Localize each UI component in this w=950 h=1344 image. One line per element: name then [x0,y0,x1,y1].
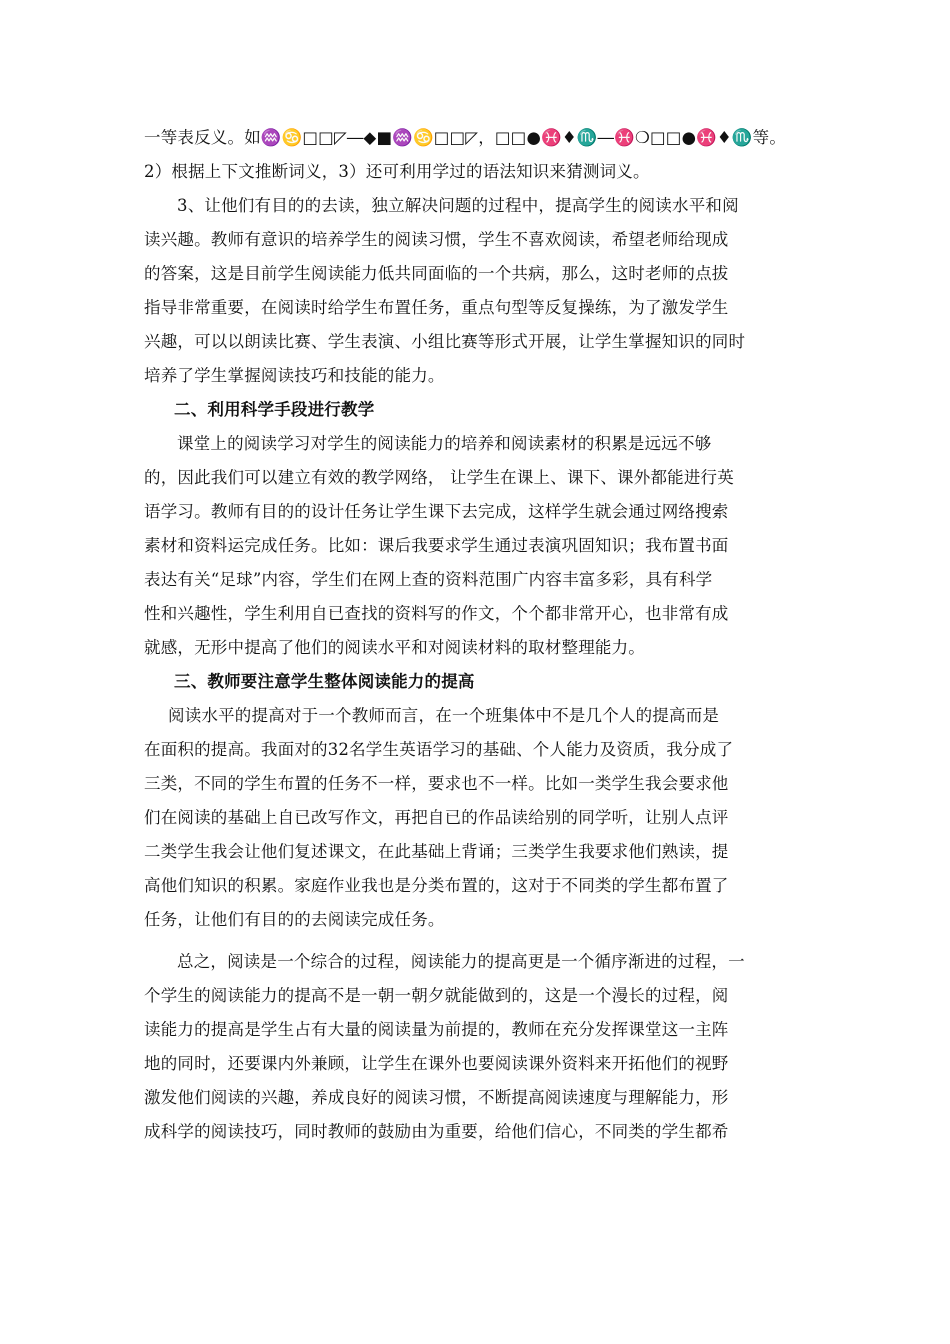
paragraph-spacer [144,937,812,945]
text-line: 成科学的阅读技巧，同时教师的鼓励由为重要，给他们信心，不同类的学生都希 [144,1122,729,1141]
text-line: 语学习。教师有目的的设计任务让学生课下去完成，这样学生就会通过网络搜索 [144,502,729,521]
text-line: 二类学生我会让他们复述课文，在此基础上背诵；三类学生我要求他们熟读，提 [144,842,729,861]
paragraph-conclusion [144,945,812,1149]
text-line: 们在阅读的基础上自已改写作文，再把自已的作品读给别的同学听，让别人点评 [144,808,729,827]
text-line: 的，因此我们可以建立有效的教学网络， 让学生在课上、课下、课外都能进行英 [144,468,734,487]
section-heading-2: 二、利用科学手段进行教学 [174,400,375,419]
text-line: 3、让他们有目的的去读，独立解决问题的过程中，提高学生的阅读水平和阅 [177,196,739,215]
text-line: 素材和资料运完成任务。比如：课后我要求学生通过表演巩固知识；我布置书面 [144,536,729,555]
section-heading-3: 三、教师要注意学生整体阅读能力的提高 [174,672,475,691]
text-line: 一等表反义。如♒♋□□◸―◆■♒♋□□◸，□□●♓♦♏―♓❍□□●♓♦♏等。 [144,128,787,147]
paragraph-overall-ability [144,699,812,937]
text-line: 任务，让他们有目的的去阅读完成任务。 [144,910,445,929]
text-line: 读能力的提高是学生占有大量的阅读量为前提的，教师在充分发挥课堂这一主阵 [144,1020,729,1039]
text-line: 地的同时，还要课内外兼顾，让学生在课外也要阅读课外资料来开拓他们的视野 [144,1054,729,1073]
text-line: 指导非常重要，在阅读时给学生布置任务，重点句型等反复操练，为了激发学生 [144,298,729,317]
text-line: 读兴趣。教师有意识的培养学生的阅读习惯，学生不喜欢阅读，希望老师给现成 [144,230,729,249]
text-line: 性和兴趣性，学生利用自已查找的资料写的作文，个个都非常开心，也非常有成 [144,604,729,623]
text-line: 表达有关“足球”内容，学生们在网上查的资料范围广内容丰富多彩，具有科学 [144,570,713,589]
text-line: 阅读水平的提高对于一个教师而言，在一个班集体中不是几个人的提高而是 [168,706,720,725]
paragraph-purposeful-reading [144,189,812,393]
text-line: 个学生的阅读能力的提高不是一朝一朝夕就能做到的，这是一个漫长的过程，阅 [144,986,729,1005]
text-line: 激发他们阅读的兴趣，养成良好的阅读习惯，不断提高阅读速度与理解能力，形 [144,1088,729,1107]
document-body [144,121,812,1149]
text-line: 兴趣，可以以朗读比赛、学生表演、小组比赛等形式开展，让学生掌握知识的同时 [144,332,746,351]
text-line: 在面积的提高。我面对的32名学生英语学习的基础、个人能力及资质，我分成了 [144,740,734,759]
text-line: 2）根据上下文推断词义，3）还可利用学过的语法知识来猜测词义。 [144,162,650,181]
text-line: 课堂上的阅读学习对学生的阅读能力的培养和阅读素材的积累是远远不够 [177,434,712,453]
text-line: 的答案，这是目前学生阅读能力低共同面临的一个共病，那么，这时老师的点拔 [144,264,729,283]
paragraph-science-methods [144,427,812,665]
text-line: 三类，不同的学生布置的任务不一样，要求也不一样。比如一类学生我会要求他 [144,774,729,793]
text-line: 培养了学生掌握阅读技巧和技能的能力。 [144,366,445,385]
text-line: 就感，无形中提高了他们的阅读水平和对阅读材料的取材整理能力。 [144,638,645,657]
text-line: 高他们知识的积累。家庭作业我也是分类布置的，这对于不同类的学生都布置了 [144,876,729,895]
paragraph-word-meaning [144,121,812,189]
text-line: 总之，阅读是一个综合的过程，阅读能力的提高更是一个循序渐进的过程，一 [177,952,745,971]
